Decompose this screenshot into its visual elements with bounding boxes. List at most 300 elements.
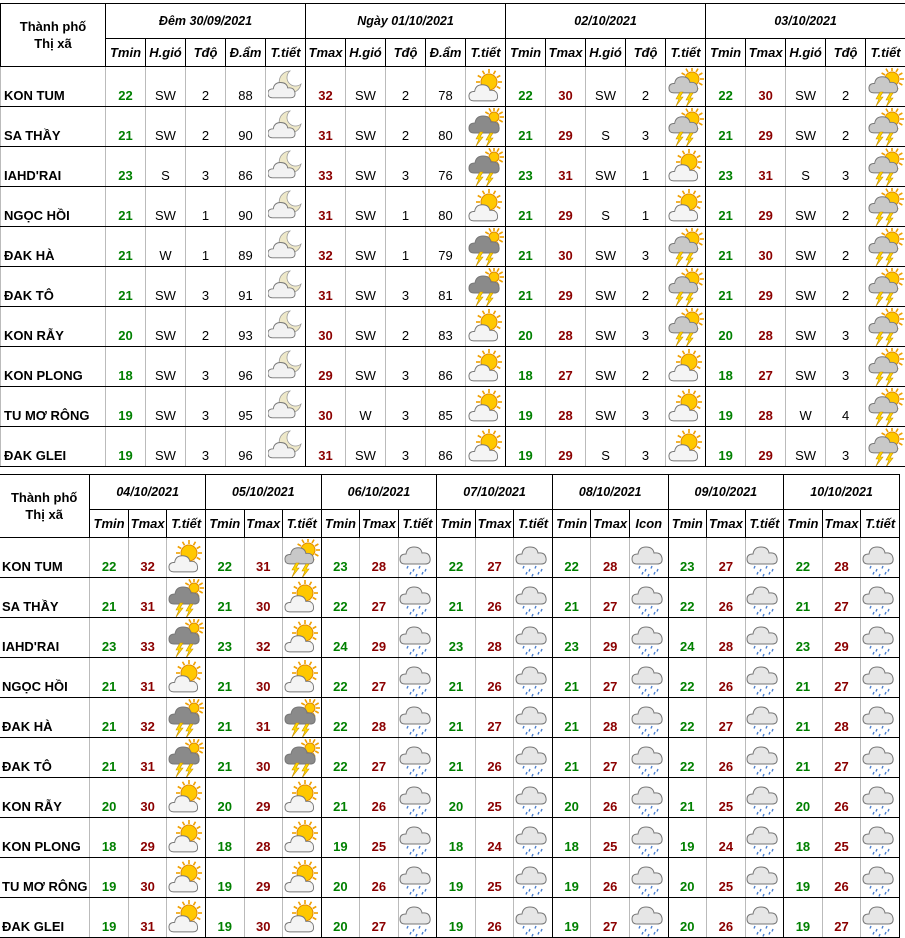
sun-cloud-icon — [666, 147, 706, 187]
moon-cloud-icon — [266, 147, 306, 187]
tmin-value: 18 — [552, 818, 591, 858]
t-value: 3 — [386, 147, 426, 187]
t-value: 4 — [826, 387, 866, 427]
rain-icon — [629, 778, 668, 818]
tmin-value: 21 — [106, 187, 146, 227]
rain-icon — [514, 778, 553, 818]
tmin-value: 21 — [437, 738, 476, 778]
tmin-value: 21 — [106, 267, 146, 307]
rain-icon — [745, 578, 784, 618]
column-header: Tmax — [475, 510, 514, 538]
hgi-value: SW — [786, 307, 826, 347]
city-name: KON RẪY — [0, 778, 90, 818]
m-value: 79 — [426, 227, 466, 267]
tmax-value: 26 — [475, 898, 514, 938]
hgi-value: SW — [346, 347, 386, 387]
rain-icon — [398, 778, 437, 818]
storm-sun-icon — [866, 67, 905, 107]
rain-icon — [629, 858, 668, 898]
tmax-value: 31 — [306, 427, 346, 467]
tmax-value: 27 — [746, 347, 786, 387]
tmin-value: 20 — [668, 898, 707, 938]
storm-icon — [466, 227, 506, 267]
column-header: Tmin — [668, 510, 707, 538]
tmax-value: 29 — [546, 107, 586, 147]
t-value: 2 — [386, 67, 426, 107]
sun-cloud-icon — [167, 778, 206, 818]
sun-cloud-icon — [466, 67, 506, 107]
hgi-value: S — [586, 427, 626, 467]
forecast-table-top — [0, 3, 905, 467]
hgi-value: W — [346, 387, 386, 427]
tmax-value: 27 — [591, 658, 630, 698]
tmin-value: 23 — [106, 147, 146, 187]
tmax-value: 29 — [128, 818, 167, 858]
hgi-value: SW — [146, 67, 186, 107]
tmax-value: 29 — [546, 427, 586, 467]
tmin-value: 19 — [784, 858, 823, 898]
t-value: 2 — [626, 67, 666, 107]
moon-cloud-icon — [266, 107, 306, 147]
tmin-value: 21 — [784, 658, 823, 698]
tmin-value: 20 — [668, 858, 707, 898]
tmax-value: 30 — [244, 738, 283, 778]
tmin-value: 21 — [205, 738, 244, 778]
t-value: 1 — [186, 187, 226, 227]
tmin-value: 20 — [437, 778, 476, 818]
tmax-value: 28 — [822, 698, 861, 738]
rain-icon — [629, 658, 668, 698]
tmin-value: 22 — [668, 738, 707, 778]
date-header: Đêm 30/09/2021 — [106, 4, 306, 39]
city-name: ĐAK TÔ — [0, 738, 90, 778]
rain-icon — [514, 618, 553, 658]
hgi-value: SW — [586, 147, 626, 187]
sun-cloud-icon — [283, 898, 322, 938]
tmax-value: 32 — [128, 538, 167, 578]
hgi-value: S — [586, 187, 626, 227]
rain-icon — [398, 578, 437, 618]
rain-icon — [861, 658, 900, 698]
m-value: 76 — [426, 147, 466, 187]
column-header: Tmin — [706, 39, 746, 67]
city-name: IAHD'RAI — [1, 147, 106, 187]
tmin-value: 19 — [552, 898, 591, 938]
storm-sun-icon — [283, 538, 322, 578]
city-name: SA THẦY — [1, 107, 106, 147]
t-value: 2 — [186, 307, 226, 347]
rain-icon — [398, 698, 437, 738]
date-header: 10/10/2021 — [784, 475, 900, 510]
t-value: 2 — [826, 107, 866, 147]
t-value: 3 — [186, 267, 226, 307]
tmin-value: 19 — [706, 427, 746, 467]
column-header: T.tiết — [861, 510, 900, 538]
hgi-value: W — [786, 387, 826, 427]
tmin-value: 22 — [321, 578, 360, 618]
sun-cloud-icon — [283, 578, 322, 618]
storm-sun-icon — [866, 427, 905, 467]
tmin-value: 21 — [205, 658, 244, 698]
tmin-value: 21 — [784, 578, 823, 618]
tmin-value: 21 — [90, 658, 129, 698]
storm-icon — [283, 698, 322, 738]
date-header: 04/10/2021 — [90, 475, 206, 510]
sun-cloud-icon — [283, 818, 322, 858]
tmax-value: 25 — [475, 778, 514, 818]
sun-cloud-icon — [666, 387, 706, 427]
rain-icon — [629, 818, 668, 858]
tmin-value: 19 — [552, 858, 591, 898]
tmax-value: 30 — [244, 578, 283, 618]
hgi-value: SW — [146, 427, 186, 467]
sun-cloud-icon — [283, 618, 322, 658]
column-header: T.tiết — [745, 510, 784, 538]
tmax-value: 27 — [822, 898, 861, 938]
column-header: H.gió — [586, 39, 626, 67]
column-header: T.tiết — [283, 510, 322, 538]
t-value: 3 — [386, 427, 426, 467]
t-value: 3 — [626, 227, 666, 267]
tmin-value: 21 — [106, 107, 146, 147]
m-value: 80 — [426, 187, 466, 227]
hgi-value: SW — [146, 187, 186, 227]
t-value: 3 — [826, 307, 866, 347]
city-name: ĐAK HÀ — [1, 227, 106, 267]
rain-icon — [861, 818, 900, 858]
m-value: 86 — [426, 347, 466, 387]
tmin-value: 20 — [784, 778, 823, 818]
tmin-value: 22 — [706, 67, 746, 107]
tmax-value: 27 — [707, 698, 746, 738]
date-header: 05/10/2021 — [205, 475, 321, 510]
tmax-value: 29 — [746, 267, 786, 307]
tmin-value: 18 — [205, 818, 244, 858]
rain-icon — [745, 818, 784, 858]
t-value: 3 — [186, 147, 226, 187]
rain-icon — [398, 858, 437, 898]
tmin-value: 22 — [668, 658, 707, 698]
column-header: H.gió — [786, 39, 826, 67]
moon-cloud-icon — [266, 227, 306, 267]
date-header: 02/10/2021 — [506, 4, 706, 39]
sun-cloud-icon — [167, 818, 206, 858]
m-value: 86 — [426, 427, 466, 467]
t-value: 1 — [626, 147, 666, 187]
tmax-value: 30 — [306, 307, 346, 347]
tmax-value: 28 — [360, 538, 399, 578]
storm-icon — [167, 698, 206, 738]
sun-cloud-icon — [283, 778, 322, 818]
tmax-value: 31 — [306, 187, 346, 227]
t-value: 1 — [386, 187, 426, 227]
column-header: T.tiết — [466, 39, 506, 67]
hgi-value: S — [146, 147, 186, 187]
tmin-value: 20 — [106, 307, 146, 347]
hgi-value: S — [586, 107, 626, 147]
t-value: 3 — [626, 307, 666, 347]
column-header: Đ.ẩm — [426, 39, 466, 67]
tmin-value: 18 — [784, 818, 823, 858]
tmin-value: 21 — [106, 227, 146, 267]
t-value: 3 — [386, 267, 426, 307]
rain-icon — [861, 578, 900, 618]
storm-sun-icon — [666, 267, 706, 307]
hgi-value: SW — [786, 227, 826, 267]
hgi-value: SW — [786, 427, 826, 467]
tmax-value: 28 — [546, 307, 586, 347]
rain-icon — [514, 858, 553, 898]
hgi-value: SW — [346, 307, 386, 347]
tmax-value: 31 — [128, 738, 167, 778]
tmax-value: 29 — [746, 107, 786, 147]
tmin-value: 21 — [552, 698, 591, 738]
tmin-value: 22 — [321, 738, 360, 778]
tmax-value: 27 — [822, 738, 861, 778]
rain-icon — [745, 778, 784, 818]
hgi-value: SW — [346, 107, 386, 147]
tmax-value: 31 — [128, 578, 167, 618]
tmin-value: 19 — [106, 427, 146, 467]
tmax-value: 25 — [707, 778, 746, 818]
tmin-value: 23 — [784, 618, 823, 658]
hgi-value: SW — [346, 427, 386, 467]
city-name: SA THẦY — [0, 578, 90, 618]
city-name: ĐAK TÔ — [1, 267, 106, 307]
tmin-value: 21 — [706, 267, 746, 307]
tmax-value: 29 — [360, 618, 399, 658]
tmax-value: 26 — [475, 578, 514, 618]
hgi-value: SW — [146, 307, 186, 347]
m-value: 78 — [426, 67, 466, 107]
rain-icon — [398, 538, 437, 578]
tmin-value: 24 — [321, 618, 360, 658]
column-header: Tmax — [546, 39, 586, 67]
tmin-value: 21 — [706, 107, 746, 147]
tmax-value: 26 — [475, 738, 514, 778]
column-header: Tmin — [552, 510, 591, 538]
tmax-value: 32 — [306, 227, 346, 267]
t-value: 3 — [386, 387, 426, 427]
tmin-value: 22 — [784, 538, 823, 578]
date-header: 09/10/2021 — [668, 475, 784, 510]
t-value: 1 — [186, 227, 226, 267]
tmin-value: 18 — [437, 818, 476, 858]
tmax-value: 24 — [707, 818, 746, 858]
tmax-value: 30 — [244, 658, 283, 698]
tmax-value: 30 — [746, 67, 786, 107]
moon-cloud-icon — [266, 427, 306, 467]
tmin-value: 23 — [668, 538, 707, 578]
tmax-value: 33 — [306, 147, 346, 187]
tmin-value: 21 — [506, 187, 546, 227]
tmax-value: 27 — [360, 658, 399, 698]
t-value: 3 — [826, 147, 866, 187]
tmin-value: 21 — [437, 658, 476, 698]
hgi-value: SW — [786, 67, 826, 107]
t-value: 3 — [386, 347, 426, 387]
sun-cloud-icon — [466, 387, 506, 427]
tmax-value: 27 — [591, 578, 630, 618]
city-name: ĐAK GLEI — [0, 898, 90, 938]
column-header: T.tiết — [666, 39, 706, 67]
column-header: Tmax — [360, 510, 399, 538]
tmin-value: 19 — [205, 858, 244, 898]
sun-cloud-icon — [466, 347, 506, 387]
column-header: Tmin — [437, 510, 476, 538]
tmax-value: 28 — [475, 618, 514, 658]
tmax-value: 27 — [822, 658, 861, 698]
date-header: 07/10/2021 — [437, 475, 553, 510]
city-name: ĐAK HÀ — [0, 698, 90, 738]
storm-sun-icon — [866, 147, 905, 187]
tmax-value: 30 — [546, 227, 586, 267]
tmin-value: 18 — [706, 347, 746, 387]
tmax-value: 27 — [475, 698, 514, 738]
m-value: 95 — [226, 387, 266, 427]
tmax-value: 31 — [306, 107, 346, 147]
tmin-value: 21 — [90, 738, 129, 778]
tmin-value: 18 — [506, 347, 546, 387]
tmax-value: 33 — [128, 618, 167, 658]
rain-icon — [514, 658, 553, 698]
sun-cloud-icon — [283, 658, 322, 698]
tmax-value: 29 — [746, 187, 786, 227]
tmax-value: 29 — [591, 618, 630, 658]
tmin-value: 19 — [437, 858, 476, 898]
tmin-value: 21 — [784, 698, 823, 738]
rain-icon — [745, 898, 784, 938]
column-header: Tmin — [205, 510, 244, 538]
tmin-value: 19 — [437, 898, 476, 938]
tmin-value: 21 — [205, 698, 244, 738]
column-header: Tmax — [128, 510, 167, 538]
t-value: 2 — [386, 307, 426, 347]
rain-icon — [861, 738, 900, 778]
tmax-value: 24 — [475, 818, 514, 858]
tmax-value: 26 — [360, 858, 399, 898]
column-header: T.tiết — [266, 39, 306, 67]
column-header: Tmin — [784, 510, 823, 538]
column-header: T.tiết — [514, 510, 553, 538]
rain-icon — [861, 858, 900, 898]
storm-icon — [167, 578, 206, 618]
tmin-value: 20 — [205, 778, 244, 818]
tmax-value: 27 — [591, 738, 630, 778]
m-value: 89 — [226, 227, 266, 267]
t-value: 2 — [826, 187, 866, 227]
storm-icon — [466, 107, 506, 147]
city-name: KON PLONG — [1, 347, 106, 387]
hgi-value: SW — [586, 387, 626, 427]
city-name: TU MƠ RÔNG — [1, 387, 106, 427]
sun-cloud-icon — [466, 307, 506, 347]
storm-sun-icon — [866, 107, 905, 147]
sun-cloud-icon — [666, 347, 706, 387]
hgi-value: SW — [346, 67, 386, 107]
hgi-value: SW — [786, 347, 826, 387]
tmin-value: 23 — [321, 538, 360, 578]
tmin-value: 21 — [205, 578, 244, 618]
tmax-value: 32 — [128, 698, 167, 738]
rain-icon — [629, 898, 668, 938]
rain-icon — [398, 818, 437, 858]
hgi-value: SW — [146, 267, 186, 307]
tmax-value: 28 — [244, 818, 283, 858]
rain-icon — [745, 618, 784, 658]
tmin-value: 18 — [106, 347, 146, 387]
hgi-value: SW — [586, 67, 626, 107]
hgi-value: SW — [146, 347, 186, 387]
storm-icon — [167, 618, 206, 658]
tmax-value: 32 — [244, 618, 283, 658]
rain-icon — [745, 738, 784, 778]
tmax-value: 28 — [707, 618, 746, 658]
rain-icon — [861, 898, 900, 938]
tmin-value: 23 — [706, 147, 746, 187]
city-name: IAHD'RAI — [0, 618, 90, 658]
rain-icon — [745, 698, 784, 738]
tmax-value: 31 — [128, 898, 167, 938]
tmin-value: 23 — [205, 618, 244, 658]
sun-cloud-icon — [666, 427, 706, 467]
tmax-value: 31 — [306, 267, 346, 307]
column-header: T.tiết — [866, 39, 905, 67]
rain-icon — [629, 578, 668, 618]
t-value: 3 — [826, 427, 866, 467]
city-header: Thành phố Thị xã — [1, 4, 106, 67]
hgi-value: SW — [346, 267, 386, 307]
storm-sun-icon — [866, 307, 905, 347]
rain-icon — [745, 658, 784, 698]
tmin-value: 22 — [90, 538, 129, 578]
tmax-value: 25 — [591, 818, 630, 858]
sun-cloud-icon — [466, 187, 506, 227]
column-header: Tmax — [746, 39, 786, 67]
tmax-value: 28 — [360, 698, 399, 738]
m-value: 85 — [426, 387, 466, 427]
city-header: Thành phố Thị xã — [0, 475, 90, 538]
tmax-value: 26 — [475, 658, 514, 698]
tmax-value: 29 — [546, 187, 586, 227]
t-value: 3 — [186, 347, 226, 387]
tmax-value: 29 — [244, 858, 283, 898]
rain-icon — [514, 538, 553, 578]
storm-sun-icon — [866, 267, 905, 307]
tmax-value: 31 — [746, 147, 786, 187]
m-value: 90 — [226, 187, 266, 227]
t-value: 3 — [186, 387, 226, 427]
storm-sun-icon — [866, 347, 905, 387]
column-header: Tmin — [106, 39, 146, 67]
tmax-value: 25 — [707, 858, 746, 898]
tmax-value: 31 — [128, 658, 167, 698]
sun-cloud-icon — [167, 898, 206, 938]
tmin-value: 21 — [552, 738, 591, 778]
tmax-value: 29 — [822, 618, 861, 658]
rain-icon — [629, 538, 668, 578]
tmin-value: 23 — [552, 618, 591, 658]
storm-icon — [466, 267, 506, 307]
column-header: Tmin — [90, 510, 129, 538]
tmax-value: 30 — [244, 898, 283, 938]
t-value: 3 — [186, 427, 226, 467]
storm-sun-icon — [866, 387, 905, 427]
city-name: ĐAK GLEI — [1, 427, 106, 467]
storm-sun-icon — [866, 227, 905, 267]
city-name: KON TUM — [0, 538, 90, 578]
m-value: 91 — [226, 267, 266, 307]
